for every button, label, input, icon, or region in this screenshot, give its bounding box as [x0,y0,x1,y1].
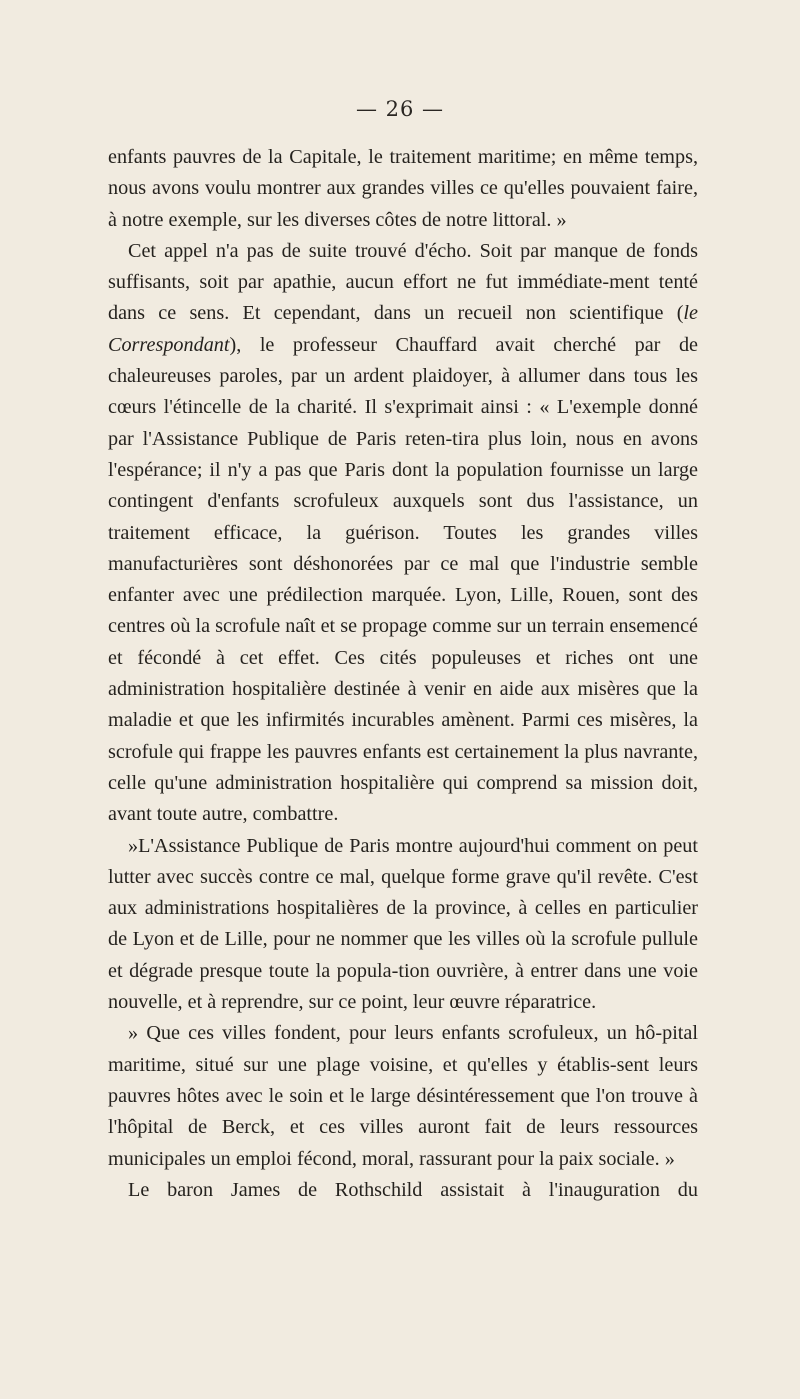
text-line: scrofule qui frappe les pauvres enfants est certainement la plus [108,740,618,763]
text-line: à cet effet. Ces cités populeuses et riches ont une administration [108,646,698,701]
text-line: ment tenté dans ce sens. Et cependant, dans un recueil non [108,271,698,325]
text-line: navrante, celle qu'une administration hospitalière qui comprend [108,740,698,794]
text-line: sent leurs pauvres hôtes avec le soin et le large désintéressement [108,1053,698,1107]
text-line: pouvaient faire, à notre exemple, sur les diverses côtes de notre [108,177,698,231]
text-line: scientifique ( [569,302,684,325]
paragraph-1 [108,142,698,236]
text-line: sa mission doit, avant toute autre, combattre. [108,771,699,826]
journal-title: le Correspondant [108,302,698,356]
text-line: temps, nous avons voulu montrer aux grandes villes ce qu'elles [108,146,699,200]
text-line: revête. C'est aux administrations hospitalières de la province, à [108,865,699,920]
text-line: fonds suffisants, soit par apathie, aucun effort ne fut immédiate- [108,239,699,294]
paragraph-5 [108,1175,698,1206]
text-line: enfants pauvres de la Capitale, le traitement maritime; en même [108,146,639,168]
text-line: ), le professeur Chauffard avait [229,333,535,356]
text-line: villes où la scrofule pullule et dégrade presque toute la popula- [108,928,699,982]
text-line: leurs ressources municipales un emploi fécond, moral, rassurant [108,1116,699,1170]
text-line: tira plus loin, nous en avons l'espérance; il n'y a pas que Paris dont [108,427,698,481]
text-line: cherché par de chaleureuses paroles, par un ardent plaidoyer, à [108,333,699,388]
page-number: — 26 — [355,97,445,121]
text-line: Le baron James de Rothschild assistait à l'inauguration du [128,1178,698,1201]
text-line: littoral. » [492,208,567,231]
text-line: tion ouvrière, à entrer dans une voie nouvelle, et à reprendre, [108,959,698,1014]
paragraph-2 [108,236,698,831]
text-line: sur ce point, leur œuvre réparatrice. [308,991,597,1014]
text-line: celles en particulier de Lyon et de Lille, pour ne nommer que les [108,897,698,951]
text-line: allumer dans tous les cœurs l'étincelle de la charité. Il s'exprimait [108,365,698,419]
text-line: Toutes les grandes villes manufacturières sont déshonorées par [108,521,698,575]
text-line: marquée. Lyon, Lille, Rouen, sont des centres où la scrofule [108,584,698,638]
text-line: la population fournisse un large contingent d'enfants scrofuleux [108,458,699,513]
paragraph-4 [108,1018,698,1174]
text-line: ce mal que l'industrie semble enfanter avec une prédilection [108,552,698,607]
paragraph-3 [108,831,698,1019]
text-line: ainsi : « L'exemple donné par l'Assistance Publique de Paris reten- [108,396,699,450]
text-line: naît et se propage comme sur un terrain ensemencé et fécondé [108,615,698,669]
text-line: pital maritime, situé sur une plage voisine, et qu'elles y établis- [108,1022,698,1076]
text-line: pour la paix sociale. » [497,1147,675,1170]
text-line: peut lutter avec succès contre ce mal, quelque forme grave qu'il [108,834,699,888]
text-line: » Que ces villes fondent, pour leurs enfants scrofuleux, un hô- [128,1022,663,1045]
text-line: et que les infirmités incurables amènent. Parmi ces misères, la [178,709,698,732]
body-text [108,142,698,1206]
text-line: Cet appel n'a pas de suite trouvé d'écho. Soit par manque de [128,239,646,262]
text-line: auxquels sont dus l'assistance, un traitement efficace, la guérison. [108,490,698,544]
text-line: hospitalière destinée à venir en aide aux misères que la maladie [108,678,699,732]
text-line: »L'Assistance Publique de Paris montre aujourd'hui comment on [128,834,658,857]
text-line: que l'on trouve à l'hôpital de Berck, et ces villes auront fait de [108,1084,698,1139]
